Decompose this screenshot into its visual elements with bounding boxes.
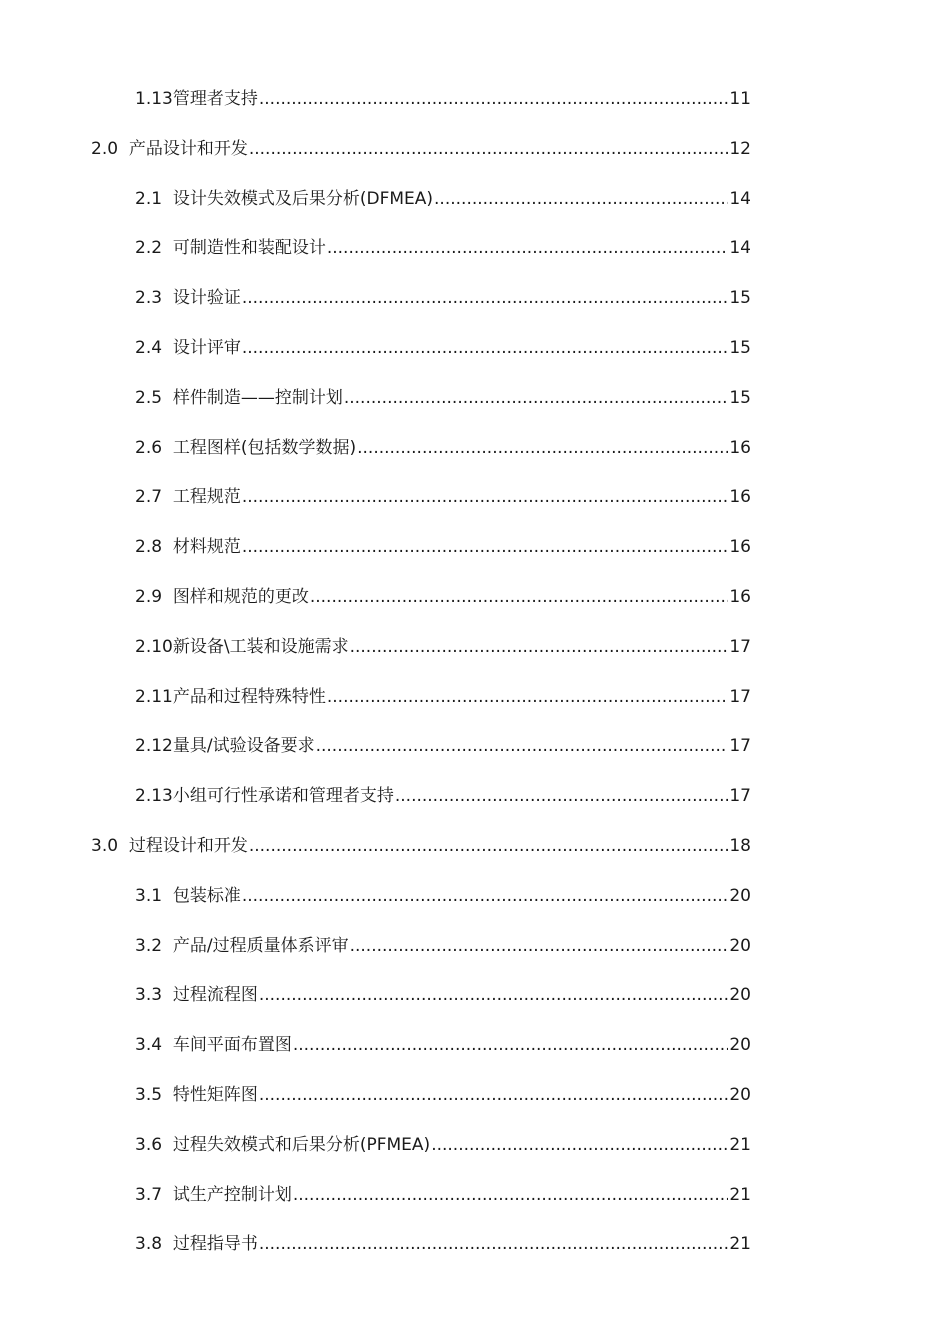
toc-entry-title: 图样和规范的更改 [172, 586, 309, 607]
toc-entry[interactable] [0, 85, 950, 135]
toc-entry-page-number: 20 [729, 1035, 751, 1056]
toc-entry[interactable] [0, 483, 950, 533]
toc-entry-page-number: 11 [729, 89, 751, 109]
toc-entry-number: 3.4 [135, 1035, 173, 1056]
toc-entry-content [135, 1131, 751, 1159]
toc-dot-leader [242, 533, 729, 561]
toc-entry-number: 2.1 [135, 188, 173, 209]
toc-entry-number: 2.10 [135, 636, 173, 657]
toc-entry-number: 3.5 [135, 1084, 173, 1105]
toc-entry-title: 设计验证 [172, 288, 241, 309]
toc-entry[interactable] [0, 384, 950, 434]
toc-dot-leader [259, 981, 729, 1009]
toc-entry-page-number: 21 [729, 1234, 751, 1255]
toc-dot-leader [242, 334, 729, 362]
toc-entry-number: 2.13 [135, 786, 173, 807]
toc-entry-page-number: 20 [729, 985, 751, 1006]
toc-entry-page-number: 21 [729, 1134, 751, 1155]
toc-dot-leader [357, 434, 728, 462]
toc-entry-page-number: 16 [729, 586, 751, 607]
toc-entry-page-number: 16 [729, 537, 751, 558]
toc-entry-number: 2.6 [135, 437, 173, 458]
toc-entry[interactable] [0, 683, 950, 733]
toc-entry-page-number: 17 [729, 686, 751, 707]
toc-entry-title: 工程图样(包括数学数据) [172, 437, 357, 458]
toc-dot-leader [344, 384, 729, 412]
toc-entry-page-number: 20 [729, 935, 751, 956]
toc-entry-content [135, 732, 751, 760]
toc-entry-page-number: 17 [729, 736, 751, 757]
toc-entry[interactable] [0, 981, 950, 1031]
toc-entry-content [91, 135, 751, 163]
toc-entry[interactable] [0, 434, 950, 484]
toc-dot-leader [249, 832, 729, 860]
toc-entry-number: 2.8 [135, 537, 173, 558]
toc-entry[interactable] [0, 583, 950, 633]
toc-dot-leader [293, 1031, 729, 1059]
toc-entry-title: 过程指导书 [172, 1234, 258, 1255]
toc-dot-leader [327, 234, 729, 262]
toc-entry-page-number: 14 [729, 188, 751, 209]
toc-entry-title: 过程流程图 [172, 985, 258, 1006]
toc-entry[interactable] [0, 832, 950, 882]
toc-entry-number: 2.3 [135, 288, 173, 309]
toc-entry[interactable] [0, 1081, 950, 1131]
toc-dot-leader [259, 1081, 729, 1109]
toc-entry-content [135, 932, 751, 960]
toc-entry-number: 2.5 [135, 387, 173, 408]
toc-entry-title: 过程失效模式和后果分析(PFMEA) [172, 1134, 431, 1155]
toc-entry-number: 2.7 [135, 487, 173, 508]
toc-entry-content [135, 981, 751, 1009]
toc-entry-number: 3.8 [135, 1234, 173, 1255]
toc-dot-leader [242, 483, 729, 511]
toc-entry-page-number: 20 [729, 885, 751, 906]
toc-entry[interactable] [0, 533, 950, 583]
toc-entry-title: 量具/试验设备要求 [172, 736, 315, 757]
toc-entry-content [135, 334, 751, 362]
toc-entry-content [135, 434, 751, 462]
toc-dot-leader [316, 732, 729, 760]
toc-entry[interactable] [0, 1131, 950, 1181]
toc-entry-number: 2.2 [135, 238, 173, 259]
toc-entry[interactable] [0, 932, 950, 982]
toc-entry-title: 样件制造——控制计划 [172, 387, 343, 408]
toc-entry[interactable] [0, 234, 950, 284]
toc-entry-content [135, 1181, 751, 1209]
toc-entry-title: 管理者支持 [172, 89, 258, 109]
toc-entry-page-number: 17 [729, 636, 751, 657]
toc-dot-leader [249, 135, 729, 163]
toc-entry-content [135, 533, 751, 561]
toc-entry-content [135, 483, 751, 511]
toc-entry-number: 2.12 [135, 736, 173, 757]
toc-entry-title: 过程设计和开发 [128, 835, 248, 856]
toc-entry-content [135, 384, 751, 412]
toc-entry-page-number: 16 [729, 487, 751, 508]
toc-dot-leader [395, 782, 729, 810]
toc-dot-leader [242, 284, 729, 312]
toc-dot-leader [431, 1131, 728, 1159]
toc-entry-content [135, 583, 751, 611]
toc-entry[interactable] [0, 334, 950, 384]
toc-entry-content [135, 683, 751, 711]
toc-entry-number: 3.3 [135, 985, 173, 1006]
toc-entry-content [135, 234, 751, 262]
toc-dot-leader [293, 1181, 729, 1209]
toc-entry-content [135, 882, 751, 910]
toc-entry[interactable] [0, 185, 950, 235]
toc-entry-number: 3.7 [135, 1184, 173, 1205]
toc-dot-leader [242, 882, 729, 910]
toc-dot-leader [327, 683, 729, 711]
toc-entry-content [135, 284, 751, 312]
toc-entry[interactable] [0, 732, 950, 782]
toc-entry-title: 车间平面布置图 [172, 1035, 292, 1056]
toc-entry[interactable] [0, 882, 950, 932]
toc-entry-title: 设计评审 [172, 337, 241, 358]
toc-entry-title: 新设备\工装和设施需求 [172, 636, 349, 657]
toc-entry-title: 材料规范 [172, 537, 241, 558]
toc-entry[interactable] [0, 1181, 950, 1231]
toc-dot-leader [259, 1230, 729, 1258]
toc-entry-page-number: 17 [729, 786, 751, 807]
toc-entry-number: 3.0 [91, 835, 129, 856]
toc-entry-content [135, 1081, 751, 1109]
toc-entry[interactable] [0, 1230, 950, 1280]
toc-entry-title: 工程规范 [172, 487, 241, 508]
toc-entry[interactable] [0, 782, 950, 832]
toc-entry-number: 2.0 [91, 138, 129, 159]
toc-entry-title: 产品/过程质量体系评审 [172, 935, 349, 956]
toc-dot-leader [350, 633, 729, 661]
toc-dot-leader [310, 583, 729, 611]
toc-entry-number: 3.6 [135, 1134, 173, 1155]
toc-entry-page-number: 15 [729, 387, 751, 408]
toc-entry-number: 1.13 [135, 89, 173, 109]
toc-entry-page-number: 16 [729, 437, 751, 458]
toc-entry-title: 包装标准 [172, 885, 241, 906]
toc-entry-page-number: 15 [729, 288, 751, 309]
toc-entry-title: 试生产控制计划 [172, 1184, 292, 1205]
toc-entry-number: 3.1 [135, 885, 173, 906]
toc-entry[interactable] [0, 633, 950, 683]
toc-dot-leader [259, 85, 729, 113]
toc-entry-content [135, 1230, 751, 1258]
toc-entry[interactable] [0, 1031, 950, 1081]
toc-entry-content [135, 85, 751, 113]
toc-entry-number: 3.2 [135, 935, 173, 956]
toc-entry-content [91, 832, 751, 860]
toc-entry-title: 小组可行性承诺和管理者支持 [172, 786, 394, 807]
toc-entry-title: 特性矩阵图 [172, 1084, 258, 1105]
toc-entry-title: 可制造性和装配设计 [172, 238, 326, 259]
toc-dot-leader [434, 185, 728, 213]
toc-entry-number: 2.11 [135, 686, 173, 707]
toc-entry-number: 2.4 [135, 337, 173, 358]
toc-entry-page-number: 14 [729, 238, 751, 259]
toc-entry[interactable] [0, 284, 950, 334]
toc-entry-content [135, 633, 751, 661]
toc-entry[interactable] [0, 135, 950, 185]
toc-entry-page-number: 12 [729, 138, 751, 159]
toc-entry-number: 2.9 [135, 586, 173, 607]
toc-entry-page-number: 15 [729, 337, 751, 358]
toc-entry-page-number: 18 [729, 835, 751, 856]
toc-entry-title: 产品和过程特殊特性 [172, 686, 326, 707]
toc-entry-title: 产品设计和开发 [128, 138, 248, 159]
toc-entry-content [135, 782, 751, 810]
toc-entry-content [135, 1031, 751, 1059]
toc-entry-title: 设计失效模式及后果分析(DFMEA) [172, 188, 434, 209]
toc-entry-page-number: 20 [729, 1084, 751, 1105]
toc-dot-leader [350, 932, 729, 960]
toc-entry-page-number: 21 [729, 1184, 751, 1205]
toc-entry-content [135, 185, 751, 213]
